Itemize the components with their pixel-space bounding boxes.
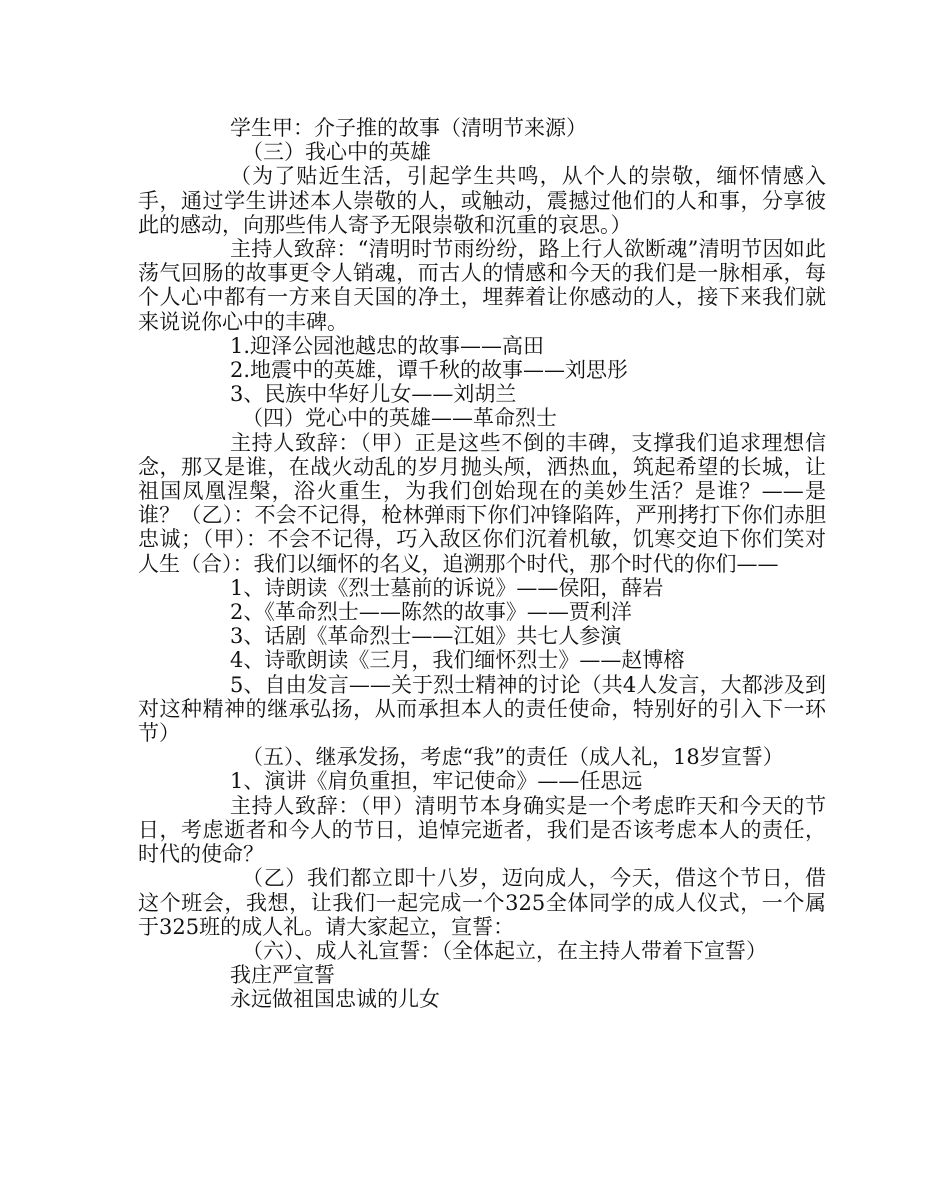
paragraph: 1、演讲《肩负重担，牢记使命》——任思远 [230,769,643,794]
paragraph: （乙）我们都立即十八岁，迈向成人，今天，借这个节日，借这个班会，我想，让我们一起完成一个325全体同学的成人仪式，一个属于325班的成人礼。请大家起立，宣誓： [138,866,826,939]
paragraph: 1、诗朗读《烈士墓前的诉说》——侯阳，薛岩 [230,575,664,600]
paragraph: （为了贴近生活，引起学生共鸣，从个人的崇敬，缅怀情感入手，通过学生讲述本人崇敬的人，或触动，震撼过他们的人和事，分享彼此的感动，向那些伟人寄予无限崇敬和沉重的哀思。） [138,164,826,237]
paragraph: 永远做祖国忠诚的儿女 [230,987,440,1012]
paragraph: 2、《革命烈士——陈然的故事》——贾利洋 [230,600,632,625]
paragraph: 主持人致辞：“清明时节雨纷纷，路上行人欲断魂”清明节因如此荡气回肠的故事更令人销魂，而古人的情感和今天的我们是一脉相承，每个人心中都有一方来自天国的净土，埋葬着让你感动的人，接下来我们就来说说你心中的丰碑。 [138,237,826,334]
paragraph: （五）、继承发扬，考虑“我”的责任（成人礼，18岁宣誓） [242,745,784,770]
paragraph: 3、话剧《革命烈士——江姐》共七人参演 [230,624,622,649]
paragraph: 1.迎泽公园池越忠的故事——高田 [230,333,545,358]
paragraph: 学生甲：介子推的故事（清明节来源） [230,116,587,140]
paragraph: 主持人致辞：（甲）正是这些不倒的丰碑，支撑我们追求理想信念，那又是谁，在战火动乱的岁月抛头颅，洒热血，筑起希望的长城，让祖国凤凰涅槃，浴火重生，为我们创始现在的美妙生活？是谁？——是谁？（乙）：不会不记得，枪林弹雨下你们冲锋陷阵，严刑拷打下你们赤胆忠诚；（甲）：不会不记得，巧入敌区你们沉着机敏，饥寒交迫下你们笑对人生（合）：我们以缅怀的名义，追溯那个时代，那个时代的你们—— [138,430,826,576]
paragraph: 2.地震中的英雄，谭千秋的故事——刘思彤 [230,358,629,383]
paragraph: 3、民族中华好儿女——刘胡兰 [230,382,517,407]
paragraph: 5、自由发言——关于烈士精神的讨论（共4人发言，大都涉及到对这种精神的继承弘扬，从而承担本人的责任使命，特别好的引入下一环节） [138,672,826,746]
paragraph: 我庄严宣誓 [230,963,335,988]
paragraph: 主持人致辞：（甲）清明节本身确实是一个考虑昨天和今天的节日，考虑逝者和今人的节日，追悼完逝者，我们是否该考虑本人的责任，时代的使命？ [138,793,826,867]
paragraph: （三）我心中的英雄 [242,140,431,165]
paragraph: 4、诗歌朗读《三月，我们缅怀烈士》——赵博榕 [230,648,685,673]
paragraph: （六）、成人礼宣誓：（全体起立，在主持人带着下宣誓） [242,938,767,963]
paragraph: （四）党心中的英雄——革命烈士 [242,406,557,431]
